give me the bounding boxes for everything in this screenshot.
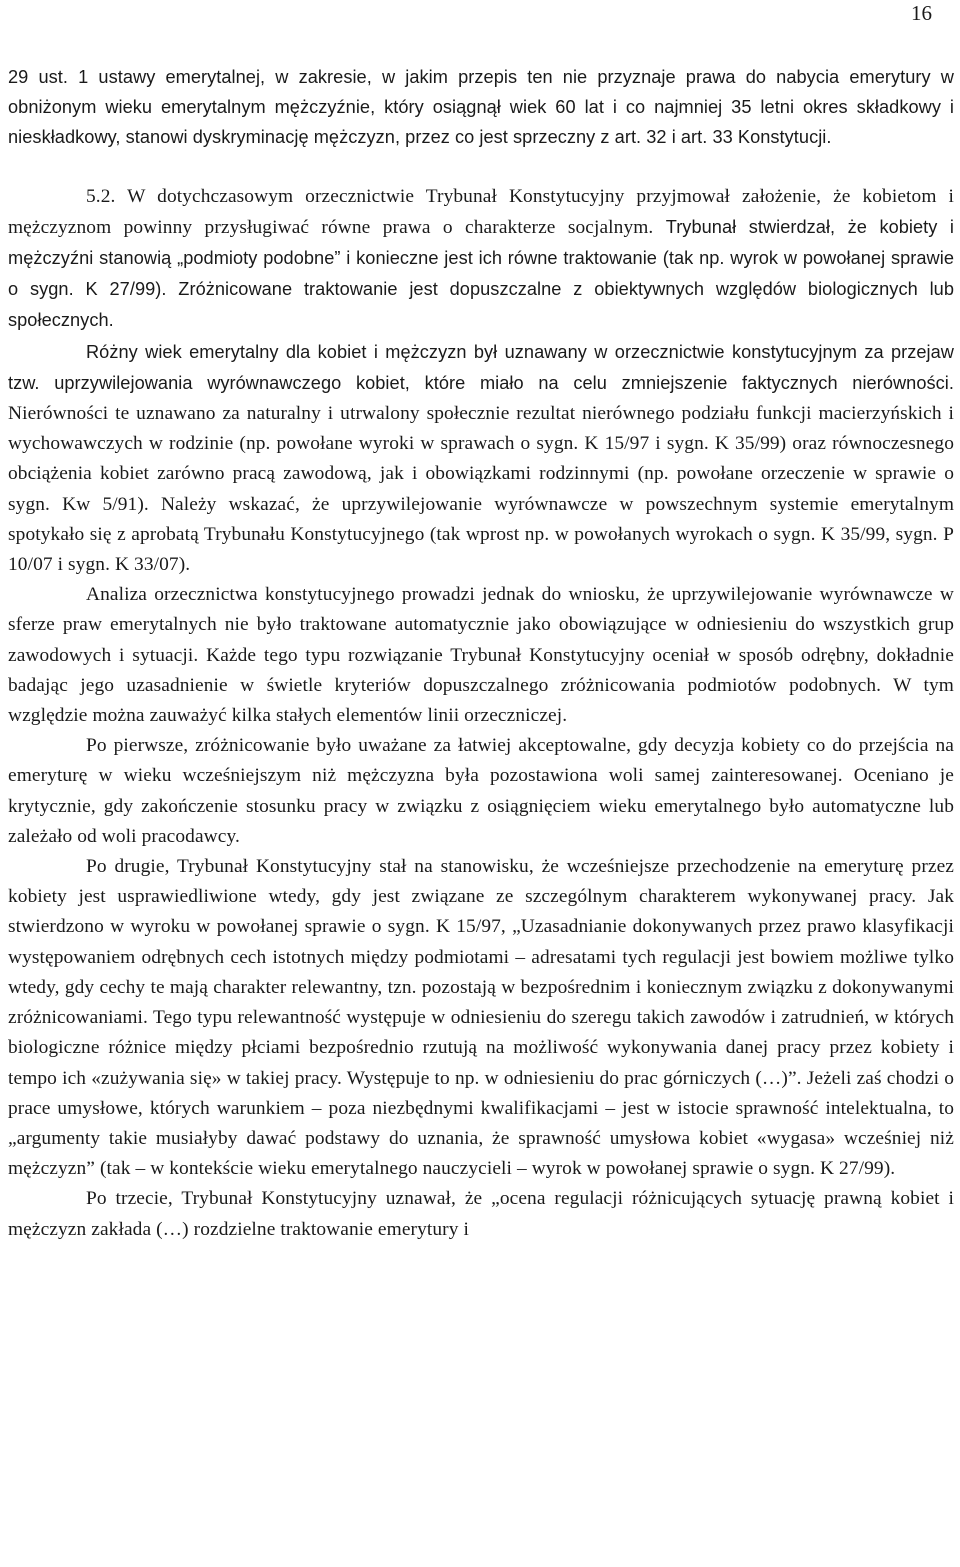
paragraph-wiek-emerytalny <box>8 337 954 581</box>
paragraph-text: Nierówności te uznawano za naturalny i utrwalony społecznie rezultat nierównego podziału funkcji macierzyńskich i wychowawczych w rodzinie (np. powołane wyroki w sprawach o sygn. K 15/97 i sygn. K 35/99) oraz równoczesnego obciążenia kobiet zarówno pracą zawodową, jak i obowiązkami rodzinnymi (np. powołane orzeczenie w sprawie o sygn. Kw 5/91). Należy wskazać, że uprzywilejowanie wyrównawcze w powszechnym systemie emerytalnym spotykało się z aprobatą Trybunału Konstytucyjnego (tak wprost np. w powołanych wyrokach o sygn. K 35/99, sygn. P 10/07 i sygn. K 33/07). <box>8 403 954 576</box>
paragraph-text: Po trzecie, Trybunał Konstytucyjny uznawał, że „ocena regulacji różnicujących sytuację prawną kobiet i mężczyzn zakłada (…) rozdzielne traktowanie emerytury i <box>8 1188 954 1240</box>
paragraph-po-trzecie <box>8 1184 954 1244</box>
paragraph-text: Po pierwsze, zróżnicowanie było uważane za łatwiej akceptowalne, gdy decyzja kobiety co do przejścia na emeryturę w wieku wcześniejszym niż mężczyzna była pozostawiona woli samej zainteresowanej. Oceniano je krytycznie, gdy zakończenie stosunku pracy w związku z osiągnięciem wieku emerytalnego było automatyczne lub zależało od woli pracodawcy. <box>8 735 954 847</box>
paragraph-text: Różny wiek emerytalny dla kobiet i mężczyzn był uznawany w orzecznictwie konstytucyjnym za przejaw tzw. uprzywilejowania wyrównawczego kobiet, które miało na celu zmniejszenie faktycznych nierówności. <box>8 341 954 393</box>
paragraph-text: Analiza orzecznictwa konstytucyjnego prowadzi jednak do wniosku, że uprzywilejowanie wyrównawcze w sferze praw emerytalnych nie było traktowane automatycznie jako obowiązujące w odniesieniu do wszystkich grup zawodowych i sytuacji. Każde tego typu rozwiązanie Trybunał Konstytucyjny oceniał w sposób odrębny, dokładnie badając jego uzasadnienie w świetle kryteriów dopuszczalnego zróżnicowania podmiotów podobnych. W tym względzie można zauważyć kilka stałych elementów linii orzeczniczej. <box>8 584 954 727</box>
paragraph-po-drugie <box>8 852 954 1184</box>
paragraph-analiza <box>8 580 954 731</box>
paragraph-text: 5.2. W dotychczasowym orzecznictwie Trybunał Konstytucyjny przyjmował założenie, że kobietom i mężczyznom powinny przysługiwać równe prawa o charakterze socjalnym. <box>8 185 954 238</box>
paragraph-intro <box>8 62 954 153</box>
paragraph-text: Po drugie, Trybunał Konstytucyjny stał na stanowisku, że wcześniejsze przechodzenie na emeryturę przez kobiety jest usprawiedliwione wtedy, gdy jest związane ze szczególnym charakterem wykonywanej pracy. Jak stwierdzono w wyroku w powołanej sprawie o sygn. K 15/97, „Uzasadnianie dokonywanych przez prawo klasyfikacji występowaniem odrębnych cech istotnych między podmiotami – adresatami tych regulacji jest bowiem możliwe tylko wtedy, gdy cechy te mają charakter relewantny, tzn. pozostają w bezpośrednim i koniecznym związku z dokonywanymi zróżnicowaniami. Tego typu relewantność występuje w odniesieniu do szeregu takich zawodów i zatrudnień, w których biologiczne różnice między płciami bezpośrednio rzutują na możliwość wykonywania danej pracy przez kobiety i tempo ich «zużywania się» w takiej pracy. Występuje to np. w odniesieniu do prac górniczych (…)”. Jeżeli zaś chodzi o prace umysłowe, których warunkiem – poza niezbędnymi kwalifikacjami – jest w istocie sprawność intelektualna, to „argumenty takie musiałyby dawać podstawy do uznania, że sprawność umysłowa kobiet «wygasa» wcześniej niż mężczyzn” (tak – w kontekście wieku emerytalnego nauczycieli – wyrok w powołanej sprawie o sygn. K 27/99). <box>8 856 954 1180</box>
paragraph-5-2 <box>8 182 954 337</box>
paragraph-text: Trybunał stwierdzał, że kobiety i mężczyźni stanowią „podmioty podobne” i konieczne jest ich równe traktowanie (tak np. wyrok w powołanej sprawie o sygn. K 27/99). Zróżnicowane traktowanie jest dopuszczalne z obiektywnych względów biologicznych lub społecznych. <box>8 216 954 331</box>
paragraph-po-pierwsze <box>8 731 954 852</box>
page-number: 16 <box>911 1 932 25</box>
paragraph-text: 29 ust. 1 ustawy emerytalnej, w zakresie, w jakim przepis ten nie przyznaje prawa do nabycia emerytury w obniżonym wieku emerytalnym mężczyźnie, który osiągnął wiek 60 lat i co najmniej 35 letni okres składkowy i nieskładkowy, stanowi dyskryminację mężczyzn, przez co jest sprzeczny z art. 32 i art. 33 Konstytucji. <box>8 67 954 148</box>
document-body <box>8 62 954 1245</box>
